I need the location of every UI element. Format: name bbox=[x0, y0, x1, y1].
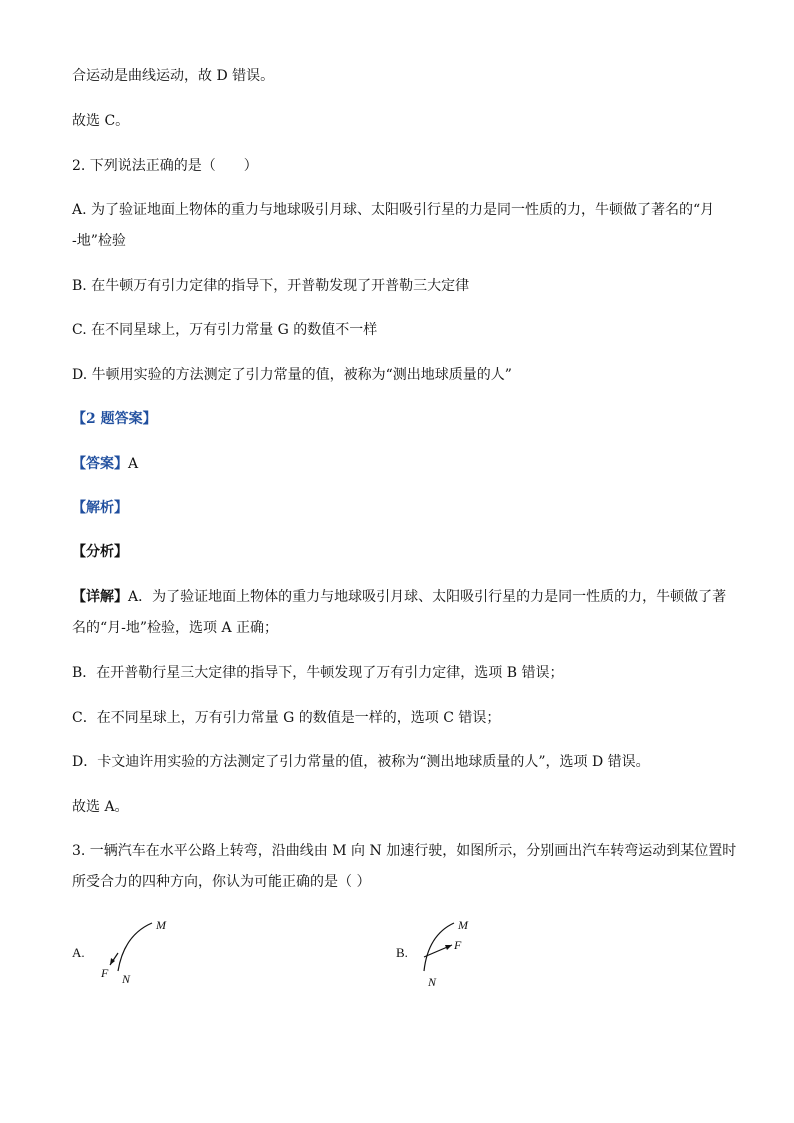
answer-value: A bbox=[128, 456, 139, 472]
xiangjie-label: 【详解】 bbox=[72, 589, 128, 605]
figure-b-diagram bbox=[418, 915, 498, 987]
figure-a-n: N bbox=[122, 972, 131, 986]
figure-a-curve bbox=[118, 923, 152, 971]
conclusion: 故选 A。 bbox=[72, 799, 129, 815]
figure-a-option-label: A. bbox=[72, 945, 85, 960]
figure-a-f: F bbox=[101, 966, 109, 980]
figure-b-arrowhead bbox=[445, 945, 452, 950]
xiangjie-b: B．在开普勒行星三大定律的指导下，牛顿发现了万有引力定律，选项 B 错误； bbox=[72, 665, 564, 681]
figure-a-diagram bbox=[100, 915, 180, 985]
question-2-option-a-line1: A. 为了验证地面上物体的重力与地球吸引月球、太阳吸引行星的力是同一性质的力，牛顿做了著名的“月 bbox=[72, 202, 715, 218]
fenxi-label: 【分析】 bbox=[72, 544, 128, 560]
jiexi-label: 【解析】 bbox=[72, 500, 128, 516]
question-3-line2: 所受合力的四种方向，你认为可能正确的是（ ） bbox=[72, 874, 371, 890]
question-2-stem: 2. 下列说法正确的是（ ） bbox=[72, 158, 258, 174]
xiangjie-row-1 bbox=[72, 587, 726, 607]
xiangjie-a-line2: 名的“月-地”检验，选项 A 正确； bbox=[72, 620, 279, 636]
answer-label: 【答案】 bbox=[72, 456, 128, 472]
question-3-line1: 3. 一辆汽车在水平公路上转弯，沿曲线由 M 向 N 加速行驶，如图所示，分别画出汽车转弯运动到某位置时 bbox=[72, 843, 737, 859]
xiangjie-c: C．在不同星球上，万有引力常量 G 的数值是一样的，选项 C 错误； bbox=[72, 710, 501, 726]
question-2-option-b: B. 在牛顿万有引力定律的指导下，开普勒发现了开普勒三大定律 bbox=[72, 278, 470, 294]
question-2-option-d: D. 牛顿用实验的方法测定了引力常量的值，被称为“测出地球质量的人” bbox=[72, 367, 512, 383]
answer-title: 【2 题答案】 bbox=[72, 411, 157, 427]
line-2: 故选 C。 bbox=[72, 113, 130, 129]
figure-a-m: M bbox=[156, 918, 166, 932]
line-1: 合运动是曲线运动，故 D 错误。 bbox=[72, 68, 275, 84]
xiangjie-a-line1: A．为了验证地面上物体的重力与地球吸引月球、太阳吸引行星的力是同一性质的力，牛顿做了著 bbox=[128, 589, 727, 605]
figure-b-option-label: B. bbox=[396, 945, 408, 960]
xiangjie-d: D．卡文迪许用实验的方法测定了引力常量的值，被称为“测出地球质量的人”，选项 D 错误。 bbox=[72, 754, 650, 770]
figure-b-m: M bbox=[458, 918, 468, 932]
answer-row bbox=[72, 454, 138, 474]
figure-b-f: F bbox=[454, 938, 462, 952]
figure-b-n: N bbox=[428, 975, 437, 989]
question-2-option-a-line2: -地”检验 bbox=[72, 233, 126, 249]
question-2-option-c: C. 在不同星球上，万有引力常量 G 的数值不一样 bbox=[72, 322, 378, 338]
